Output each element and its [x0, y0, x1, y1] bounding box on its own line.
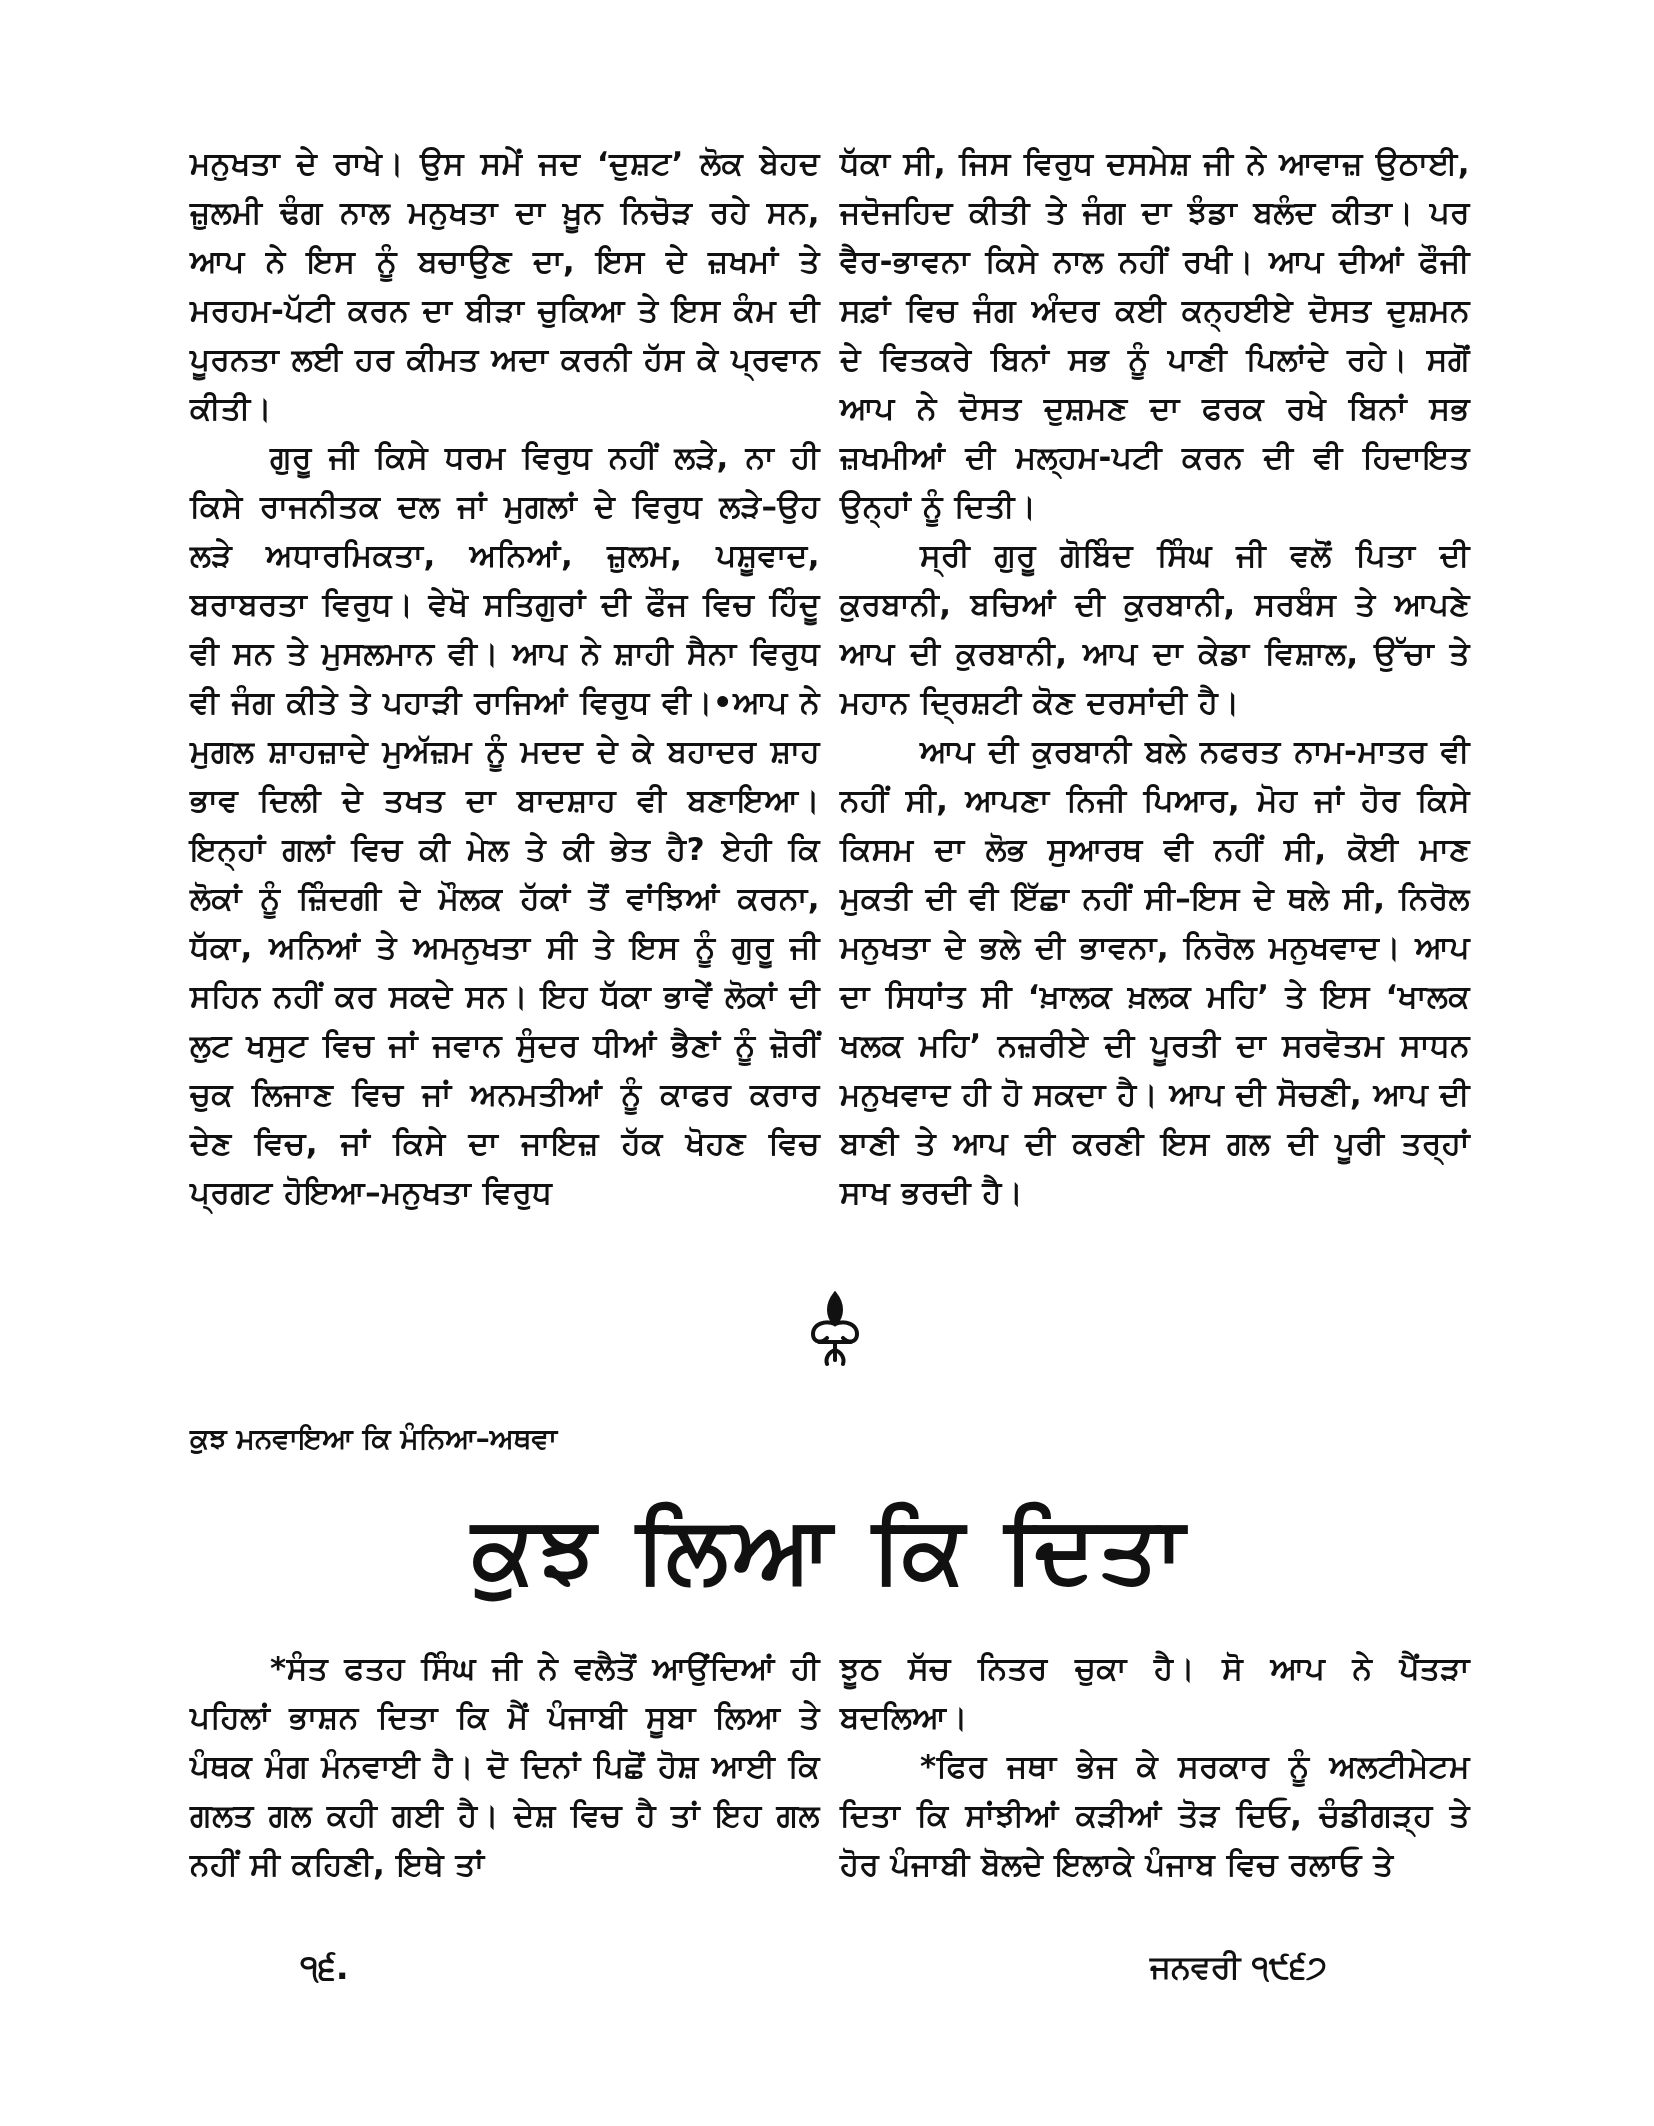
paragraph: ਆਪ ਦੀ ਕੁਰਬਾਨੀ ਬਲੇ ਨਫਰਤ ਨਾਮ-ਮਾਤਰ ਵੀ ਨਹੀਂ ਸੀ, ਆਪਣਾ ਨਿਜੀ ਪਿਆਰ, ਮੋਹ ਜਾਂ ਹੋਰ ਕਿਸੇ ਕਿਸਮ ਦਾ ਲੋਭ ਸੁਆਰਥ ਵੀ ਨਹੀਂ ਸੀ, ਕੋਈ ਮਾਣ ਮੁਕਤੀ ਦੀ ਵੀ ਇੱਛਾ ਨਹੀਂ ਸੀ–ਇਸ ਦੇ ਥਲੇ ਸੀ, ਨਿਰੋਲ ਮਨੁਖਤਾ ਦੇ ਭਲੇ ਦੀ ਭਾਵਨਾ, ਨਿਰੋਲ ਮਨੁਖਵਾਦ। ਆਪ ਦਾ ਸਿਧਾਂਤ ਸੀ ‘ਖ਼ਾਲਕ ਖ਼ਲਕ ਮਹਿ’ ਤੇ ਇਸ ‘ਖਾਲਕ ਖਲਕ ਮਹਿ’ ਨਜ਼ਰੀਏ ਦੀ ਪੂਰਤੀ ਦਾ ਸਰਵੋਤਮ ਸਾਧਨ ਮਨੁਖਵਾਦ ਹੀ ਹੋ ਸਕਦਾ ਹੈ। ਆਪ ਦੀ ਸੋਚਣੀ, ਆਪ ਦੀ ਬਾਣੀ ਤੇ ਆਪ ਦੀ ਕਰਣੀ ਇਸ ਗਲ ਦੀ ਪੂਰੀ ਤਰ੍ਹਾਂ ਸਾਖ ਭਰਦੀ ਹੈ। [840, 734, 1470, 1211]
issue-date: ਜਨਵਰੀ ੧੯੬੭ [1150, 1948, 1327, 1986]
paragraph: ਸ੍ਰੀ ਗੁਰੂ ਗੋਬਿੰਦ ਸਿੰਘ ਜੀ ਵਲੋਂ ਪਿਤਾ ਦੀ ਕੁਰਬਾਨੀ, ਬਚਿਆਂ ਦੀ ਕੁਰਬਾਨੀ, ਸਰਬੰਸ ਤੇ ਆਪਣੇ ਆਪ ਦੀ ਕੁਰਬਾਨੀ, ਆਪ ਦਾ ਕੇਡਾ ਵਿਸ਼ਾਲ, ਉੱਚਾ ਤੇ ਮਹਾਨ ਦ੍ਰਿਸ਼ਟੀ ਕੋਣ ਦਰਸਾਂਦੀ ਹੈ। [840, 538, 1470, 721]
article-bottom-left-column [190, 1645, 820, 1890]
paragraph: *ਸੰਤ ਫਤਹ ਸਿੰਘ ਜੀ ਨੇ ਵਲੈਤੋਂ ਆਉਂਦਿਆਂ ਹੀ ਪਹਿਲਾਂ ਭਾਸ਼ਨ ਦਿਤਾ ਕਿ ਮੈਂ ਪੰਜਾਬੀ ਸੂਬਾ ਲਿਆ ਤੇ ਪੰਥਕ ਮੰਗ ਮੰਨਵਾਈ ਹੈ। ਦੋ ਦਿਨਾਂ ਪਿਛੋਂ ਹੋਸ਼ ਆਈ ਕਿ ਗਲਤ ਗਲ ਕਹੀ ਗਈ ਹੈ। ਦੇਸ਼ ਵਿਚ ਹੈ ਤਾਂ ਇਹ ਗਲ ਨਹੀਂ ਸੀ ਕਹਿਣੀ, ਇਥੇ ਤਾਂ [190, 1651, 820, 1883]
article-kicker: ਕੁਝ ਮਨਵਾਇਆ ਕਿ ਮੰਨਿਆ–ਅਥਵਾ [190, 1422, 558, 1455]
paragraph: ਝੂਠ ਸੱਚ ਨਿਤਰ ਚੁਕਾ ਹੈ। ਸੋ ਆਪ ਨੇ ਪੈਂਤੜਾ ਬਦਲਿਆ। [840, 1651, 1470, 1736]
article-bottom-right-column [840, 1645, 1470, 1890]
page-number: ੧੬. [300, 1948, 349, 1988]
article-headline: ਕੁਝ ਲਿਆ ਕਿ ਦਿਤਾ [471, 1496, 1189, 1603]
article-top-left-column [190, 140, 820, 1218]
paragraph: ਗੁਰੂ ਜੀ ਕਿਸੇ ਧਰਮ ਵਿਰੁਧ ਨਹੀਂ ਲੜੇ, ਨਾ ਹੀ ਕਿਸੇ ਰਾਜਨੀਤਕ ਦਲ ਜਾਂ ਮੁਗਲਾਂ ਦੇ ਵਿਰੁਧ ਲੜੇ–ਉਹ ਲੜੇ ਅਧਾਰਮਿਕਤਾ, ਅਨਿਆਂ, ਜ਼ੁਲਮ, ਪਸ਼ੂਵਾਦ, ਬਰਾਬਰਤਾ ਵਿਰੁਧ। ਵੇਖੋ ਸਤਿਗੁਰਾਂ ਦੀ ਫੌਜ ਵਿਚ ਹਿੰਦੂ ਵੀ ਸਨ ਤੇ ਮੁਸਲਮਾਨ ਵੀ। ਆਪ ਨੇ ਸ਼ਾਹੀ ਸੈਨਾ ਵਿਰੁਧ ਵੀ ਜੰਗ ਕੀਤੇ ਤੇ ਪਹਾੜੀ ਰਾਜਿਆਂ ਵਿਰੁਧ ਵੀ।•ਆਪ ਨੇ ਮੁਗਲ ਸ਼ਾਹਜ਼ਾਦੇ ਮੁਅੱਜ਼ਮ ਨੂੰ ਮਦਦ ਦੇ ਕੇ ਬਹਾਦਰ ਸ਼ਾਹ ਭਾਵ ਦਿਲੀ ਦੇ ਤਖਤ ਦਾ ਬਾਦਸ਼ਾਹ ਵੀ ਬਣਾਇਆ। ਇਨ੍ਹਾਂ ਗਲਾਂ ਵਿਚ ਕੀ ਮੇਲ ਤੇ ਕੀ ਭੇਤ ਹੈ? ਏਹੀ ਕਿ ਲੋਕਾਂ ਨੂੰ ਜ਼ਿੰਦਗੀ ਦੇ ਮੌਲਕ ਹੱਕਾਂ ਤੋਂ ਵਾਂਝਿਆਂ ਕਰਨਾ, ਧੱਕਾ, ਅਨਿਆਂ ਤੇ ਅਮਨੁਖਤਾ ਸੀ ਤੇ ਇਸ ਨੂੰ ਗੁਰੂ ਜੀ ਸਹਿਨ ਨਹੀਂ ਕਰ ਸਕਦੇ ਸਨ। ਇਹ ਧੱਕਾ ਭਾਵੇਂ ਲੋਕਾਂ ਦੀ ਲੁਟ ਖਸੁਟ ਵਿਚ ਜਾਂ ਜਵਾਨ ਸੁੰਦਰ ਧੀਆਂ ਭੈਣਾਂ ਨੂੰ ਜ਼ੋਰੀਂ ਚੁਕ ਲਿਜਾਣ ਵਿਚ ਜਾਂ ਅਨਮਤੀਆਂ ਨੂੰ ਕਾਫਰ ਕਰਾਰ ਦੇਣ ਵਿਚ, ਜਾਂ ਕਿਸੇ ਦਾ ਜਾਇਜ਼ ਹੱਕ ਖੋਹਣ ਵਿਚ ਪ੍ਰਗਟ ਹੋਇਆ–ਮਨੁਖਤਾ ਵਿਰੁਧ [190, 440, 820, 1211]
fleuron-icon [805, 1290, 865, 1370]
paragraph: ਮਨੁਖਤਾ ਦੇ ਰਾਖੇ। ਉਸ ਸਮੇਂ ਜਦ ‘ਦੁਸ਼ਟ’ ਲੋਕ ਬੇਹਦ ਜ਼ੁਲਮੀ ਢੰਗ ਨਾਲ ਮਨੁਖਤਾ ਦਾ ਖ਼ੂਨ ਨਿਚੋੜ ਰਹੇ ਸਨ, ਆਪ ਨੇ ਇਸ ਨੂੰ ਬਚਾਉਣ ਦਾ, ਇਸ ਦੇ ਜ਼ਖਮਾਂ ਤੇ ਮਰਹਮ-ਪੱਟੀ ਕਰਨ ਦਾ ਬੀੜਾ ਚੁਕਿਆ ਤੇ ਇਸ ਕੰਮ ਦੀ ਪੂਰਨਤਾ ਲਈ ਹਰ ਕੀਮਤ ਅਦਾ ਕਰਨੀ ਹੱਸ ਕੇ ਪ੍ਰਵਾਨ ਕੀਤੀ। [190, 146, 820, 427]
paragraph: ਧੱਕਾ ਸੀ, ਜਿਸ ਵਿਰੁਧ ਦਸਮੇਸ਼ ਜੀ ਨੇ ਆਵਾਜ਼ ਉਠਾਈ, ਜਦੋਜਹਿਦ ਕੀਤੀ ਤੇ ਜੰਗ ਦਾ ਝੰਡਾ ਬਲੰਦ ਕੀਤਾ। ਪਰ ਵੈਰ-ਭਾਵਨਾ ਕਿਸੇ ਨਾਲ ਨਹੀਂ ਰਖੀ। ਆਪ ਦੀਆਂ ਫੌਜੀ ਸਫ਼ਾਂ ਵਿਚ ਜੰਗ ਅੰਦਰ ਕਈ ਕਨ੍ਹਈਏ ਦੋਸਤ ਦੁਸ਼ਮਨ ਦੇ ਵਿਤਕਰੇ ਬਿਨਾਂ ਸਭ ਨੂੰ ਪਾਣੀ ਪਿਲਾਂਦੇ ਰਹੇ। ਸਗੋਂ ਆਪ ਨੇ ਦੋਸਤ ਦੁਸ਼ਮਣ ਦਾ ਫਰਕ ਰਖੇ ਬਿਨਾਂ ਸਭ ਜ਼ਖਮੀਆਂ ਦੀ ਮਲ੍ਹਮ-ਪਟੀ ਕਰਨ ਦੀ ਵੀ ਹਿਦਾਇਤ ਉਨ੍ਹਾਂ ਨੂੰ ਦਿਤੀ। [840, 146, 1470, 525]
article-top-right-column [840, 140, 1470, 1218]
paragraph: *ਫਿਰ ਜਥਾ ਭੇਜ ਕੇ ਸਰਕਾਰ ਨੂੰ ਅਲਟੀਮੇਟਮ ਦਿਤਾ ਕਿ ਸਾਂਝੀਆਂ ਕੜੀਆਂ ਤੋੜ ਦਿਓ, ਚੰਡੀਗੜ੍ਹ ਤੇ ਹੋਰ ਪੰਜਾਬੀ ਬੋਲਦੇ ਇਲਾਕੇ ਪੰਜਾਬ ਵਿਚ ਰਲਾਓ ਤੇ [840, 1749, 1470, 1883]
